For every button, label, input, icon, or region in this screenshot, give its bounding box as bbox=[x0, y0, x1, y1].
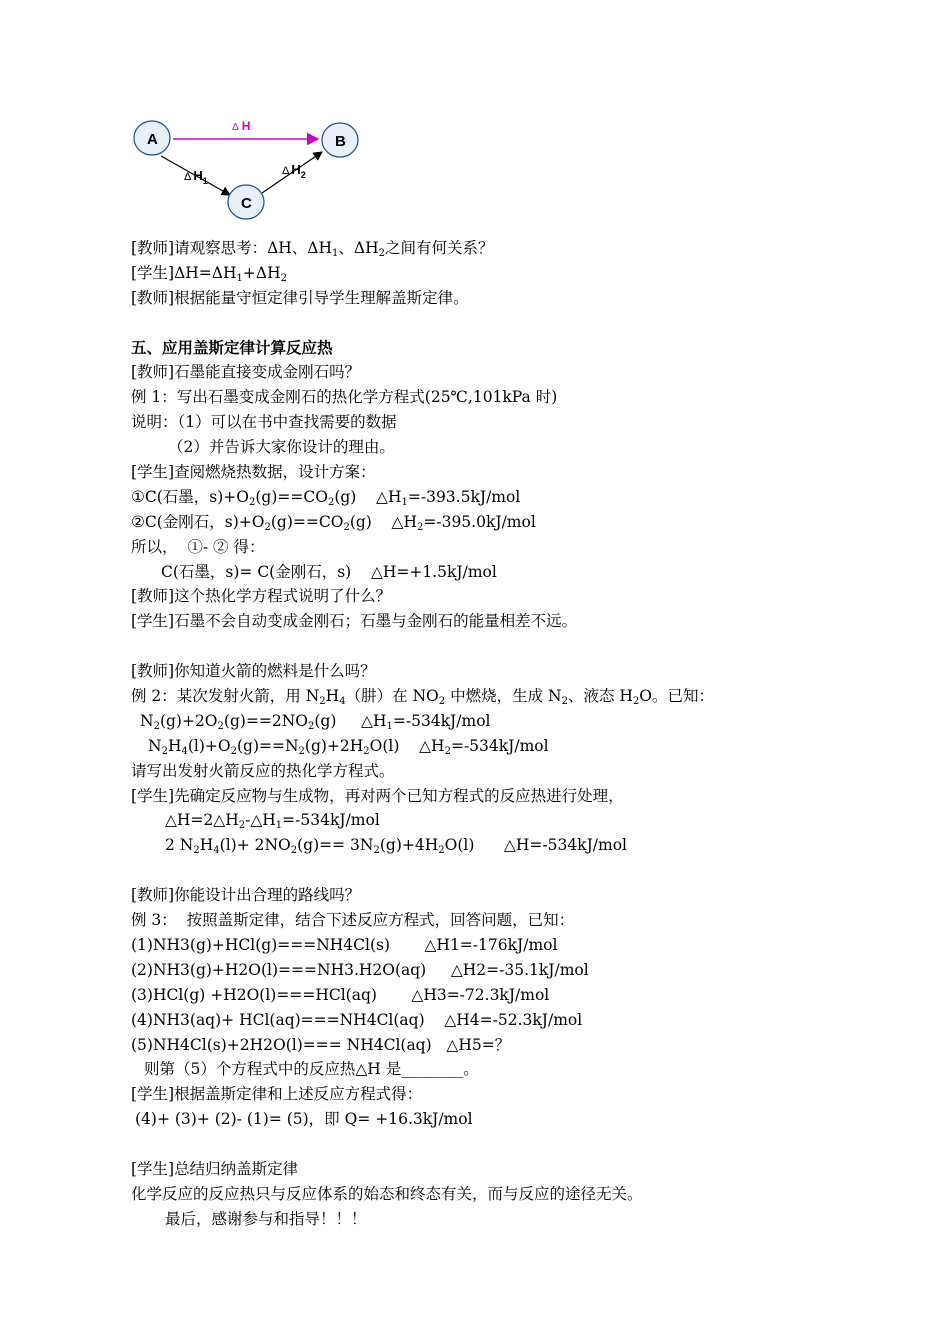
line-student-conclusion: [学生]石墨不会自动变成金刚石；石墨与金刚石的能量相差不远。 bbox=[131, 612, 578, 631]
equation-2: ②C(金刚石，$s)+O_2(g)==CO_2(g)$ $\triangle H_2=-395.0kJ$/mol bbox=[131, 512, 536, 533]
line-therefore: 所以， ①- ② 得： bbox=[131, 537, 265, 556]
line-note-1: 说明：（1）可以在书中查找需要的数据 bbox=[131, 413, 397, 432]
line-example-2: 例 2：某次发射火箭，用 $N_2H_4$（肼）在 $NO_2$ 中燃烧，生成 $N_2$、液态 $H_2O$。已知： bbox=[131, 687, 714, 708]
line-answer: (4)+ (3)+ (2)- (1)= (5)，即 Q= +16.3kJ/mol bbox=[135, 1110, 473, 1129]
equation-list-5: (5)NH4Cl(s)+2H2O(l)=== NH4Cl(aq) △H5=？ bbox=[131, 1035, 511, 1054]
line-student-summary: [学生]总结归纳盖斯定律 bbox=[131, 1159, 299, 1178]
line-teacher-graphite: [教师]石墨能直接变成金刚石吗？ bbox=[131, 363, 361, 382]
line-teacher-meaning: [教师]这个热化学方程式说明了什么？ bbox=[131, 587, 392, 606]
equation-1: ①C(石墨，$s)+O_2(g)==CO_2(g)$ $\triangle H_1=-393.5kJ$/mol bbox=[131, 487, 521, 508]
line-student-lookup: [学生]查阅燃烧热数据，设计方案： bbox=[131, 463, 376, 482]
line-teacher-guide: [教师]根据能量守恒定律引导学生理解盖斯定律。 bbox=[131, 288, 469, 307]
equation-result-2: 2 $N_2H_4(l)+ 2NO_2(g)== 3N_2(g)+4H_2O(l)$ △H=-534kJ/mol bbox=[165, 836, 627, 857]
node-c-label: C bbox=[241, 195, 252, 212]
equation-4: $N_2H_4(l)+O_2(g)==N_2(g)+2H_2O(l)$ $\triangle H_2=-534kJ$/mol bbox=[148, 736, 549, 757]
line-teacher-observe: [教师]请观察思考：ΔH、$\Delta H_1$、$\Delta H_2$之间有何关系？ bbox=[131, 239, 494, 259]
line-question: 则第（5）个方程式中的反应热△H 是________。 bbox=[144, 1060, 479, 1079]
node-b-label: B bbox=[335, 133, 346, 150]
line-student-answer: [学生]$\Delta H=\Delta H_1+\Delta H_2$ bbox=[131, 263, 287, 284]
line-example-1: 例 1：写出石墨变成金刚石的热化学方程式(25℃,101kPa 时) bbox=[131, 388, 558, 407]
equation-3: $N_2(g)+2O_2(g)==2NO_2(g)$ $\triangle H_1=-534kJ$/mol bbox=[140, 711, 491, 732]
equation-list-3: (3)HCl(g) +H2O(l)===HCl(aq) △H3=-72.3kJ/mol bbox=[131, 985, 550, 1004]
equation-result-1: C(石墨，s)= C(金刚石，s) △H=+1.5kJ/mol bbox=[161, 562, 497, 581]
equation-list-4: (4)NH3(aq)+ HCl(aq)===NH4Cl(aq) △H4=-52.3kJ/mol bbox=[131, 1010, 583, 1029]
line-student-determine: [学生]先确定反应物与生成物，再对两个已知方程式的反应热进行处理， bbox=[131, 786, 624, 805]
delta-h2-label: Δ $H_2$ bbox=[282, 162, 306, 180]
line-teacher-route: [教师]你能设计出合理的路线吗？ bbox=[131, 886, 361, 905]
document-body bbox=[131, 236, 851, 1232]
equation-list-1: (1)NH3(g)+HCl(g)===NH4Cl(s) △H1=-176kJ/mol bbox=[131, 935, 558, 954]
line-hess-law: 化学反应的反应热只与反应体系的始态和终态有关，而与反应的途径无关。 bbox=[131, 1184, 643, 1203]
section-heading: 五、应用盖斯定律计算反应热 bbox=[131, 337, 333, 357]
line-thanks: 最后，感谢参与和指导！！！ bbox=[165, 1209, 367, 1228]
line-example-3: 例 3： 按照盖斯定律，结合下述反应方程式，回答问题，已知： bbox=[131, 911, 575, 930]
equation-calc: $\triangle H=2\triangle H_2-\triangle H_1=-534kJ$/mol bbox=[165, 811, 380, 832]
delta-h1-label: Δ $H_1$ bbox=[184, 168, 208, 186]
line-teacher-rocket: [教师]你知道火箭的燃料是什么吗？ bbox=[131, 662, 376, 681]
equation-list-2: (2)NH3(g)+H2O(l)===NH3.H2O(aq) △H2=-35.1kJ/mol bbox=[131, 960, 589, 979]
line-note-2: （2）并告诉大家你设计的理由。 bbox=[168, 438, 395, 457]
node-a-label: A bbox=[147, 131, 158, 148]
line-write-equation: 请写出发射火箭反应的热化学方程式。 bbox=[131, 761, 395, 780]
delta-h-label: Δ H bbox=[232, 119, 251, 133]
line-student-derive: [学生]根据盖斯定律和上述反应方程式得： bbox=[131, 1085, 423, 1104]
hess-law-diagram bbox=[128, 110, 368, 230]
